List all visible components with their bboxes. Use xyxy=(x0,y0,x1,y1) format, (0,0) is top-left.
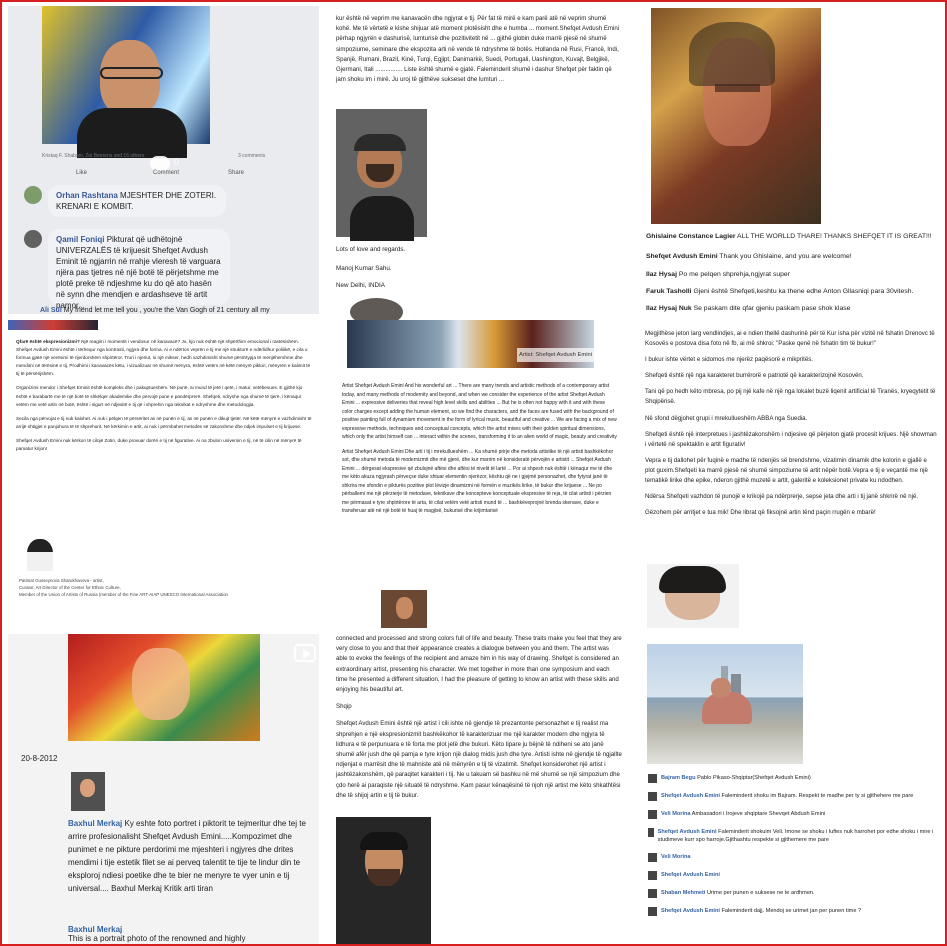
letter-location: New Delhi, INDIA xyxy=(336,282,385,289)
article-paragraph: Secila nga përvojat e tij nuk kalohet. Ai nuk i pëlqen të përsëritet as në punën e tij, as në punën e dikujt tjetër. Në këtë mënyrë e vazhdimisht të arrijë shtigjet e panjohura të të shprehurit. Në kërkimin e artit, ai nuk i përmbahet metodës së zakonshme dhe ndjek impulset e tij krijuese. xyxy=(16,415,312,429)
comment-button[interactable]: Comment xyxy=(153,170,180,176)
comment-line xyxy=(646,287,938,296)
comment-author[interactable]: Baxhul Merkaj xyxy=(68,819,123,828)
comment-author[interactable]: Shefqet Avdush Emini xyxy=(661,872,720,878)
comment-line xyxy=(646,232,938,241)
comment-author[interactable]: Ilaz Hysaj Nuk xyxy=(646,305,692,312)
painting-image xyxy=(68,634,260,741)
comment-author[interactable]: Veli Morina xyxy=(661,854,691,860)
comment-line xyxy=(40,307,310,314)
article-text xyxy=(16,338,312,453)
comment-line xyxy=(68,817,312,895)
comment-author[interactable]: Shefqet Avdush Emini xyxy=(646,253,718,260)
article-paragraph: Një reagim i momentit i vendosur në kanavacë? Jo, kjo nuk është një shpërthim emocional i rastësishëm. Shefqet Avdush Emini është i tërhequr nga kontrasti, ngjyra dhe forma. Ai e ndërton veprën e tij me një strukturë e ndërlidhur poliiikë, e cila u formua gjatë një verësimi të rijerdorshëm shpirtëror. Truri i njeriut, si një mikser, hedh vazhdimisht shumë përshtypja të menjëhershme dhe mendimi në tërësinë e tij. Prodhimi i kanavacës këtu, i vizualizuar në shumë mënyra, është vetëm në këtë mënyrë piktori, mënyrën e kalimit të tij të përsërijshëm. xyxy=(16,339,311,377)
artist-photo xyxy=(381,590,427,628)
article-paragraph: connected and processed and strong colors full of life and beauty. These traits make you feel that they are very close to you and that their appearance creates a dialogue between you and them. The artist was able to evoke the feelings of the recipient and amaze him in his way of drawing. Shefqet is considered an extraordinary artist, presenting his character. We met together in more than one symposium and each time he presented a different situation. I had the pleasure of getting to know an artist with these skills and enjoying his beautiful art. xyxy=(336,635,622,694)
article-paragraph: Artist Shefqet Avdush Emini And his wonderful art ... There are many trends and artistic methods of a contemporary artist today, and many methods of modernity and beyond, and when we consider the experience of the artist Shefqet Avdush Emini ... expressive deliveries that reveal high level skills and abilities ... But he is often not happy with it and with these color charges except adding the human element, so we find the characters, and the faces are fused with the background of positive painting full of dynamism movement in the form of lyrical music, beautiful and creative ... We are facing a mix of new expressive methods, techniques and conceptual concepts, which the artist mixes with their golden spiritual dimensions, which only the artist himself can ... interact within the scenes, transforming it to an alien world of magic, beauty and creativity xyxy=(342,383,617,440)
comment-author[interactable]: Shefqet Avdush Emini xyxy=(661,908,720,914)
article-mid-tile xyxy=(325,320,632,628)
post-date: 20-8-2012 xyxy=(21,754,58,763)
artwork-banner xyxy=(347,320,594,368)
reactions-line: Kristaq F. Shabani, Zoi Beerens and 16 others xyxy=(42,153,145,159)
article-paragraph: Vepra e tij dallohet për fuqinë e madhe të ndenjës së brendshme, vizatimin dinamik dhe kolorin e gjallë e plot guxim.Shefqeti ka marrë pjesë në shumë simpoziume të artit nëpër botë.Vepra e tij e veçantë me një tematikë lirike dhe epike, nderon gjithë muzetë e artit, galeritë e koleksionet private ku ndodhen. xyxy=(645,456,928,485)
comment-bubble-icon xyxy=(150,156,170,171)
comment-text: Faleminderit shoku im Bajram. Respekt te madhe per ty si gjithehere me pare xyxy=(721,793,914,799)
letter-signoff: Lots of love and regards. xyxy=(336,246,406,253)
portrait-photo xyxy=(42,6,210,144)
comment-text: Pikturat që udhëtojnë UNIVERZALËS të krijuesit Shefqet Avdush Eminit të ngjarrin në rrahje vleresh të varguara njëra pas tjetres në një botë të përjetshme me plotë preke të ndjeshme ku do që ato hasën në synn dhe mendjen e ardashseve të artit pamor... xyxy=(56,235,221,310)
letter-tile xyxy=(325,6,632,314)
article-paragraph: Organizimi mendor i Shefqet Eminit është kompleks dhe i pakuptueshëm. Në punë, ai mund të jetë i qetë, i matur, vetëbesues. E gjithë kjo është e barabartë me të një botë të shkëlqer akademike dhe përvojë pune e pandërprerë. Shefqeti, ndryshe nga shumë të tjerë, i kënaqur vetëm me vetë artin në botë, është i sigurt në ndjesitë e tij që i shprehin nga teknikat e ndryshme dhe metodologjia. xyxy=(16,385,303,407)
comment-text: My friend let me tell you , you're the Van Gogh of 21 century all my xyxy=(63,307,270,314)
comment-text: Se paskam dite qfar gjeniu paskam pase shok klase xyxy=(693,305,851,312)
comment-row xyxy=(648,810,939,819)
article-left-tile xyxy=(8,320,319,628)
bilingual-article-tile xyxy=(325,634,632,944)
comment-author[interactable]: Shefqet Avdush Emini xyxy=(657,829,717,835)
like-button[interactable]: Like xyxy=(76,170,88,176)
comment-author[interactable]: Orhan Rashtana xyxy=(56,191,118,200)
article-paragraph: Shefqeti është një interpretues i jashtëzakonshëm i ndjesive që përjeton gjatë procesit krijues. Një showman i vërtetë në spektaklin e artit figurativ! xyxy=(645,430,937,448)
comment-text: MJESHTER DHE ZOTERI. KRENARI E KOMBIT. xyxy=(56,191,217,211)
comment-row xyxy=(648,828,939,844)
comment-text: Po me pelqen shprehja,ngjyrat super xyxy=(678,271,790,278)
author-signature: Patimat Gusseynova Sharukhanova - artist, Curator, Art Director of the Center for Ethnic Culture, Member of the Union of Artists of Russia (member of the Fine ART-AIAP UNESCO International Association xyxy=(19,578,228,598)
comment-line xyxy=(646,304,938,313)
avatar xyxy=(24,186,42,204)
comment-text: ALL THE WORLLD THARE! THANKS SHEFQET IT IS GREAT!!! xyxy=(737,233,932,240)
video-icon[interactable] xyxy=(294,644,316,662)
article-paragraph: I bukur ishte vërtet e sidomos me njerëz paqësorë e mikpritës. xyxy=(645,356,813,364)
article-text xyxy=(336,634,622,801)
article-paragraph: Artist Shefqet Avdush Emini Dhe arti i tij i mrekullueshëm ... Ka shumë prirje dhe metoda artistike të një artisti bashkëkohor sot, dhe shumë metoda të modernizmit dhe më gjerë, dhe kur marrim në konsideratë përvojën e artistit ... Shefqet Avdush Emini ... dërgesat ekspresive që zbulojnë aftësi dhe aftësi të nivelit të lartë ... Por ai shpesh nuk është i kënaqur me të dhe me këto akuza ngjyrash përveçse duke shtuar elementin njerëzor, kështu që ne i gjejmë personazhet, dhe fytyrat janë të shkrira me sfondin e pikturës pozitive plot lëvizje dinamizmi në formën e muzikës lirike, të bukur dhe krijuese ... Ne po përballemi me një përzierje të metodave, teknikave dhe koncepteve konceptuale ekspresive të reja, të cilat artisti i përzien me përmasat e tyre shpirtërore të arta, të cilat vetëm vetë artisti mund të ... bashkëveprojnë brenda skenave, duke e transferuar atë në një botë të huaj të magjisë, bukurisë dhe krijimtarisë xyxy=(342,448,614,514)
comment-author[interactable]: Shefqet Avdush Emini xyxy=(661,793,720,799)
painting-image xyxy=(651,8,821,224)
author-photo xyxy=(71,772,105,811)
comment-row xyxy=(648,889,939,898)
comment-text: Thank you Ghislaine, and you are welcome! xyxy=(719,253,852,260)
comment-text: Ambasadori i Irojeve shqiptare Shevqet Abdush Emini xyxy=(691,811,826,817)
artist-photo xyxy=(336,109,427,237)
article-paragraph: Gëzohem për arritjet e tua mik! Dhe librat që fiksojnë artin tënd paçin rrugën e mbarë! xyxy=(645,509,876,517)
city-photo xyxy=(647,644,803,764)
comment-row xyxy=(648,774,939,783)
video-icon[interactable] xyxy=(603,328,625,346)
comment-row xyxy=(648,871,939,880)
comment-line xyxy=(646,252,938,261)
comment-author[interactable]: Ali Sul xyxy=(40,307,62,314)
comment-bubble xyxy=(48,229,230,310)
comment-author[interactable]: Faruk Tasholli xyxy=(646,288,692,295)
woman-photo xyxy=(647,564,739,628)
letter-signature: Manoj Kumar Sahu. xyxy=(336,265,392,272)
portrait-painting-tile xyxy=(639,6,944,314)
comment-text: Pablo Pikaso-Shqiptar(Shefqet Avdush Emini) xyxy=(697,775,811,781)
artist-label: Artist: Shefqet Avdush Emini xyxy=(517,348,594,362)
article-text xyxy=(645,329,937,518)
comment-line xyxy=(646,270,938,279)
comment-text: This is a portrait photo of the renowned and highly xyxy=(68,934,246,943)
article-paragraph: Shefqeti është një nga karakteret burrërorë e patriotë që karakterizojnë Kosovën. xyxy=(645,372,864,380)
baxhul-tile xyxy=(8,634,319,944)
article-right-tile xyxy=(639,320,944,628)
author-photo xyxy=(27,539,53,571)
comment-row xyxy=(648,792,939,801)
comments-tile xyxy=(639,634,944,944)
comment-author[interactable]: Ilaz Hysaj xyxy=(646,271,677,278)
comment-list xyxy=(648,774,939,916)
language-label: Shqip xyxy=(336,703,352,711)
article-paragraph: Tani që po hedh këto mbresa, po pij një kafe në një nga lokalet buzë liqenit artificial të Tiranës, kryeqytetit të Shqipërisë. xyxy=(645,388,936,406)
article-paragraph: Ndërsa Shefqeti vazhdon të punojë e krikojë pa ndërprerje, sepse jeta dhe arti i tij janë shkrirë në një. xyxy=(645,493,919,501)
comment-row xyxy=(648,907,939,916)
comment-author[interactable]: Baxhul Merkaj xyxy=(68,925,123,934)
artist-photo xyxy=(336,817,431,944)
article-paragraph: Shefqet Avdush Emini nuk kërkon të cilojë Zotin, duke provuar dorën e tij në figurative. Ai na zbulon universin e tij, në të cilin në mënyrë të pamatur krijon! xyxy=(16,437,302,452)
article-paragraph: Shefqet Avdush Emini është një artist i cili ishte në gjendje të prezantonte personazhet e tij realist ma shprehjen e një ekspresionizmit bashkëkohor të karakterizuar me një karakter modern dhe ngjyra të lidhura e të perpunuara e të forta me plot jetë dhe bukuri. Këto tipare ju bëjnë të ndiheni se ato janë shumë afër jush dhe që pamja e tyre krijon një dialog midis jush dhe tyre. Artisti ishte në gjendje të ngjallte ndjenjat e marrësit dhe të mahniste atë në mënyrën e tij të vizatimit. Shefqet konsiderohet një artist i jashtëzakonshëm, që paraqitet karakteri i tij. Ne u takuam së bashku në më shumë se një simpozium dhe çdo herë ai paraqiste një situatë të ndryshme. Kam pasur kënaqësinë të njoh një artist me këto shkathtësi dhe të shijoj artin e tij të bukur. xyxy=(336,720,622,799)
comment-bubble xyxy=(48,185,226,217)
comment-text: Faleminderit dajj. Mendoj se urimet jan per punen time ? xyxy=(721,908,862,914)
comment-text: Faleminderit shokuim Veli. Imone se shoku i luftes nuk harrohet por edhe shoku i mire i studimeve kurr spo harroje.Gjithashtu respekte si gjithemere me pare xyxy=(657,829,934,843)
article-paragraph: Në sfond dëgjohet grupi i mrekullueshëm ABBA nga Suedia. xyxy=(645,414,808,422)
comment-author[interactable]: Qamil Foniqi xyxy=(56,235,105,244)
header-strip xyxy=(8,320,98,330)
bubble-count: 0 xyxy=(174,157,180,167)
comment-author[interactable]: Shaban Mehmeti xyxy=(661,890,706,896)
facebook-post-tile xyxy=(8,6,319,314)
comment-text: Gjeni është Shefqeti,keshtu ka thene edhe Anton Gllasniqi para 30vitesh. xyxy=(693,288,914,295)
letter-body: kur është në veprim me kanavacën dhe ngjyrat e tij. Për fat të mirë e kam parë atë në veprim shumë kohë. Me të vërtetë e kishe shijuar atë moment plotësisht dhe e humba ... moment.Shefqet Avdush Emini përhap ngjyrën e dashurisë, lumturisë dhe pozitivitetit në ... gjithë globin duke marrë pjesë në shumë simpoziume, seminare dhe ekspozita arti në vende të ndryshme të botës. Hollanda në Rusi, Francë, Indi, Spanjë, Rumani, Brazil, Kinë, Turqi, Egjipt, Danimarkë, Suedi, Portugali, Uashington, Kuvajt, Belgjikë, Gjermani, Itali ................ Liste është shumë e gjatë. Faleminderit shumë i dashur Shefqet për faktin që jam shoku im i mirë. Ju uroj të gjithëve sukseset dhe lumturi ... xyxy=(336,15,620,84)
article-paragraph: Megjithëse jeton larg vendlindjes, ai e ndien thellë dashurinë për të Kur isha për vizitë në fshatin Drenovc të Kosovës e postova disa foto në fb, ai më shkroi: "Paske qenë në fshatin tim të bukur!" xyxy=(645,330,935,348)
comment-row xyxy=(648,853,939,862)
comment-text: Ky eshte foto portret i piktorit te tejmeritur dhe tej te arrire profesionalisht Shefqet Avdush Emini.....Kompozimet dhe punimet e ne pikture perdorimi me mjeshteri i ngjyres dhe drites mendimi i tije estetik filet se ai perveq talentit te tije te lindur din te eksploroj ndiesi poetike dhe te bier ne menyre te vyer unin e tij universal.... Baxhul Merkaj Kritik arti tiran xyxy=(68,819,306,893)
share-button[interactable]: Share xyxy=(228,170,245,176)
comment-author[interactable]: Ghislaine Constance Lagier xyxy=(646,233,736,240)
comment-author[interactable]: Bajram Begu xyxy=(661,775,696,781)
comment-text: Urime per punen e suksese ne te ardhmen. xyxy=(707,890,815,896)
comments-count: 3 comments xyxy=(238,153,266,159)
article-text xyxy=(342,382,617,516)
comment-author[interactable]: Veli Morina xyxy=(661,811,691,817)
article-heading: Qfarë është ekspresionizmi? xyxy=(16,339,80,344)
avatar xyxy=(24,230,42,248)
